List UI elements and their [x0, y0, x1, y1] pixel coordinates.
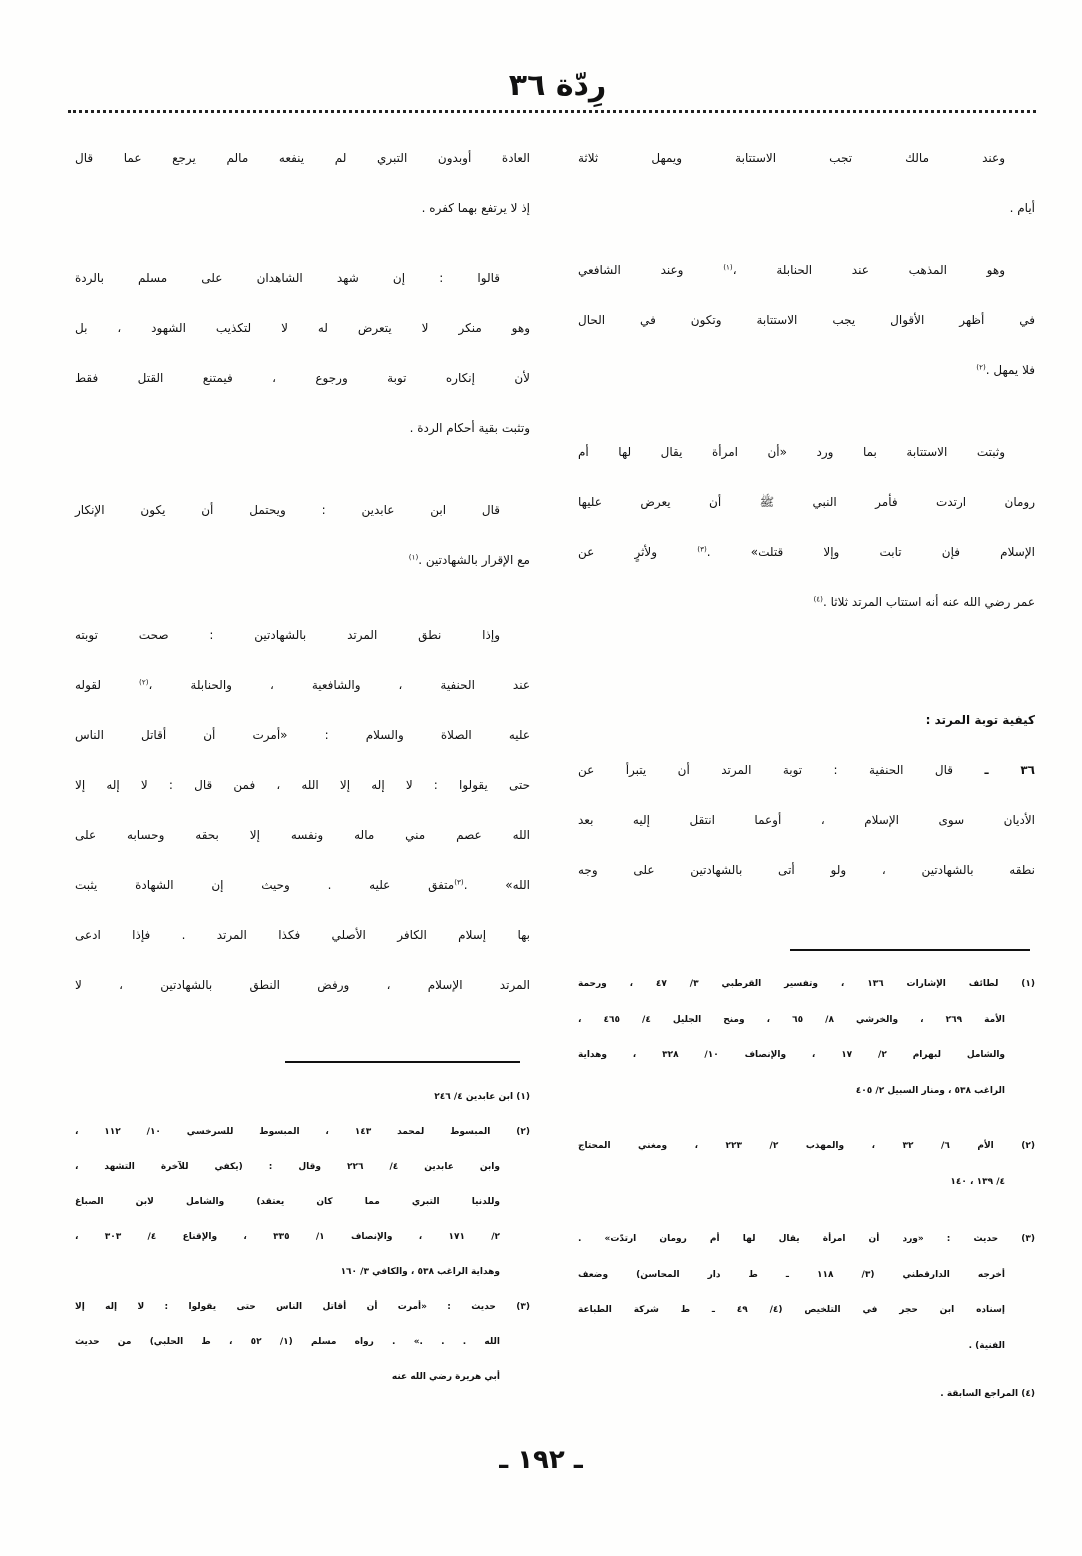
text-line — [75, 133, 530, 183]
text-line — [75, 660, 530, 710]
right-paragraph-2 — [578, 245, 1035, 395]
footnote-text: (٢) الأم ٦/ ٣٢ ، والمهذب ٢/ ٢٢٣ ، ومغني المحتاج — [578, 1141, 1036, 1151]
text-line — [75, 535, 530, 585]
footnote-text: ٤/ ١٣٩ ، ١٤٠ — [950, 1176, 1005, 1187]
footnote-text: (٢) المبسوط لمحمد ١٤٣ ، المبسوط للسرخسي ١٠/ ١١٢ ، — [75, 1127, 530, 1137]
footnote-line — [578, 1165, 1035, 1201]
left-footnote-separator — [285, 1061, 520, 1063]
text-line — [578, 245, 1035, 295]
footnote-text: وابن عابدين ٤/ ٢٢٦ وقال : (يكفي للآخرة التشهد ، — [75, 1162, 500, 1172]
text-line — [75, 253, 530, 303]
footnote-line — [578, 1003, 1035, 1039]
left-footnotes — [75, 1080, 530, 1395]
line-text: نطقه بالشهادتين ، ولو أتى بالشهادتين على وجه — [578, 863, 1035, 877]
text-line — [75, 610, 530, 660]
text-line — [75, 403, 530, 453]
line-text: الإسلام فإن تابت وإلا قتلت» .$^{(٣)}$ ولأثرٍ عن — [578, 544, 1035, 559]
footnote-line — [578, 1074, 1035, 1110]
line-text: عند الحنفية ، والشافعية ، والحنابلة ،$^{(٢)}$ لقوله — [75, 677, 530, 692]
footnote-text: الله . . .» . رواه مسلم (١/ ٥٢ ، ط الحلبي) من حديث — [75, 1337, 501, 1347]
footnote-text: (٣) حديث : «ورد أن امرأة يقال لها أم رومان ارتدّت» . — [578, 1234, 1035, 1244]
text-line — [578, 577, 1035, 627]
footnote-marker: (٣) — [697, 544, 707, 554]
text-line — [578, 345, 1035, 395]
right-paragraph-3 — [578, 427, 1035, 627]
line-text: فلا يمهل .$^{(٢)}$ — [976, 362, 1035, 377]
left-paragraph-2 — [75, 253, 530, 453]
text-line — [75, 910, 530, 960]
footnote-line — [75, 1360, 530, 1395]
text-line — [75, 710, 530, 760]
line-text: أيام . — [1009, 201, 1035, 215]
line-text: مع الإقرار بالشهادتين .$^{(١)}$ — [408, 552, 530, 567]
footnote-text: وهداية الراغب ٥٣٨ ، والكافي ٣/ ١٦٠ — [340, 1267, 500, 1277]
text-line — [578, 845, 1035, 895]
footnote-text: (٤) المراجع السابقة . — [940, 1389, 1035, 1399]
text-line — [578, 795, 1035, 845]
text-line — [578, 427, 1035, 477]
right-footnote-separator — [790, 949, 1030, 951]
text-line — [578, 133, 1035, 183]
footnote-line — [578, 1329, 1035, 1365]
footnote-line — [578, 1377, 1035, 1413]
footnote-text: أخرجه الدارقطني (٣/ ١١٨ ـ ط دار المحاسن) وضعف — [578, 1269, 1005, 1280]
footnote-text: الأمة ٢٦٩ ، والخرشي ٨/ ٦٥ ، ومنح الجليل ٤/ ٤٦٥ ، — [578, 1014, 1005, 1025]
footnote-marker: (١) — [408, 552, 419, 562]
footnote-marker: (٢) — [976, 362, 986, 372]
line-text: حتى يقولوا : لا إله إلا الله ، فمن قال : لا إله إلا — [75, 778, 530, 792]
footnote-text: ٢/ ١٧١ ، والإنصاف ١/ ٣٣٥ ، والإقناع ٤/ ٣٠٣ ، — [75, 1232, 501, 1242]
footnote-text: (١) ابن عابدين ٤/ ٢٤٦ — [434, 1092, 530, 1102]
right-footnote-1 — [578, 967, 1035, 1109]
line-text: وعند مالك تجب الاستتابة ويمهل ثلاثة — [578, 151, 1005, 165]
footnote-text: (٣) حديث : «أمرت أن أقاتل الناس حتى يقولوا : لا إله إلا — [75, 1302, 530, 1312]
footnote-text: والشامل لبهرام ٢/ ١٧ ، والإنصاف ١٠/ ٣٢٨ ، وهداية — [578, 1050, 1006, 1060]
text-line — [75, 960, 530, 1010]
text-line — [578, 527, 1035, 577]
text-line — [75, 303, 530, 353]
footnote-line — [75, 1115, 530, 1150]
text-line — [578, 183, 1035, 233]
line-text: في أظهر الأقوال يجب الاستتابة وتكون في الحال — [578, 313, 1035, 327]
right-footnote-3 — [578, 1222, 1035, 1364]
line-text: وثبتت الاستتابة بما ورد «أن امرأة يقال لها أم — [578, 445, 1005, 459]
right-footnote-4 — [578, 1377, 1035, 1413]
right-section-36 — [578, 695, 1035, 895]
line-text: الله» .$^{(٣)}$متفق عليه . وحيث إن الشهادة يثبت — [75, 877, 530, 892]
section-number: ٣٦ ـ — [984, 763, 1035, 777]
line-text: قالوا : إن شهد الشاهدان على مسلم بالردة — [75, 271, 500, 285]
line-text: رومان ارتدت فأمر النبي ﷺ أن يعرض عليها — [578, 495, 1035, 509]
footnote-line — [75, 1255, 530, 1290]
line-text: وتثبت بقية أحكام الردة . — [409, 421, 530, 435]
footnote-text: إسناده ابن حجر في التلخيص (٤/ ٤٩ ـ ط شركة الطباعة — [578, 1305, 1005, 1315]
footnote-line — [75, 1150, 530, 1185]
line-text: عليه الصلاة والسلام : «أمرت أن أقاتل الناس — [75, 728, 530, 742]
running-header: رِدّة ٣٦ — [508, 68, 607, 103]
line-text: إذ لا يرتفع بهما كفره . — [421, 201, 530, 215]
text-line — [578, 745, 1035, 795]
text-line — [75, 860, 530, 910]
left-paragraph-4 — [75, 610, 530, 1010]
line-text: قال ابن عابدين : ويحتمل أن يكون الإنكار — [75, 503, 500, 517]
footnote-line — [578, 1222, 1035, 1258]
footnote-line — [75, 1290, 530, 1325]
footnote-line — [578, 967, 1035, 1003]
left-paragraph-3 — [75, 485, 530, 585]
text-line — [578, 477, 1035, 527]
line-text-segment: قال الحنفية : توبة المرتد أن يتبرأ عن — [578, 763, 954, 777]
text-line — [75, 810, 530, 860]
footnote-marker: (٤) — [813, 594, 823, 604]
text-line — [75, 485, 530, 535]
text-line — [75, 353, 530, 403]
line-text: وهو منكر لا يتعرض له لا لتكذيب الشهود ، بل — [75, 321, 530, 335]
header-dotted-rule — [68, 110, 1036, 113]
heading-text: كيفية توبة المرتد : — [925, 713, 1035, 727]
line-text: الله عصم مني ماله ونفسه إلا بحقه وحسابه على — [75, 828, 530, 842]
left-paragraph-1 — [75, 133, 530, 233]
line-text: لأن إنكاره توبة ورجوع ، فيمتنع القتل فقط — [75, 371, 530, 385]
line-text — [578, 763, 1035, 777]
footnote-text: وللدنيا التبري مما كان يعتقد) والشامل لابن الصباغ — [75, 1197, 500, 1207]
line-text: وهو المذهب عند الحنابلة ،$^{(١)}$ وعند الشافعي — [578, 262, 1005, 277]
right-footnote-2 — [578, 1129, 1035, 1200]
footnote-line — [75, 1325, 530, 1360]
footnote-line — [75, 1220, 530, 1255]
footnote-text: أبي هريرة رضي الله عنه — [391, 1372, 500, 1382]
line-text: وإذا نطق المرتد بالشهادتين : صحت توبته — [75, 628, 500, 642]
text-line — [578, 295, 1035, 345]
section-heading — [578, 695, 1035, 745]
footnote-line — [578, 1038, 1035, 1074]
footnote-text: الفنية) . — [968, 1340, 1005, 1351]
right-paragraph-1 — [578, 133, 1035, 233]
line-text: الأديان سوى الإسلام ، أوعما انتقل إليه بعد — [578, 813, 1035, 827]
text-line — [75, 760, 530, 810]
footnote-marker: (١) — [723, 262, 733, 272]
footnote-line — [578, 1129, 1035, 1165]
footnote-line — [578, 1293, 1035, 1329]
footnote-text: (١) لطائف الإشارات ١٣٦ ، وتفسير القرطبي ٣/ ٤٧ ، ورحمة — [578, 979, 1035, 989]
footnote-line — [75, 1080, 530, 1115]
footnote-line — [578, 1258, 1035, 1294]
line-text: المرتد الإسلام ، ورفض النطق بالشهادتين ، لا — [75, 978, 530, 992]
line-text: عمر رضي الله عنه أنه استتاب المرتد ثلاثا .$^{(٤)}$ — [813, 594, 1035, 609]
page-number: ـ ١٩٢ ـ — [499, 1445, 583, 1475]
line-text: بها إسلام الكافر الأصلي فكذا المرتد . فإذا ادعى — [75, 928, 530, 942]
footnote-marker: (٢) — [139, 677, 149, 687]
footnote-line — [75, 1185, 530, 1220]
footnote-marker: (٣) — [454, 877, 464, 887]
line-text: العادة أوبدون التبري لم ينفعه مالم يرجع عما قال — [75, 151, 530, 165]
text-line — [75, 183, 530, 233]
footnote-text: الراغب ٥٣٨ ، ومنار السبيل ٢/ ٤٠٥ — [855, 1085, 1005, 1096]
